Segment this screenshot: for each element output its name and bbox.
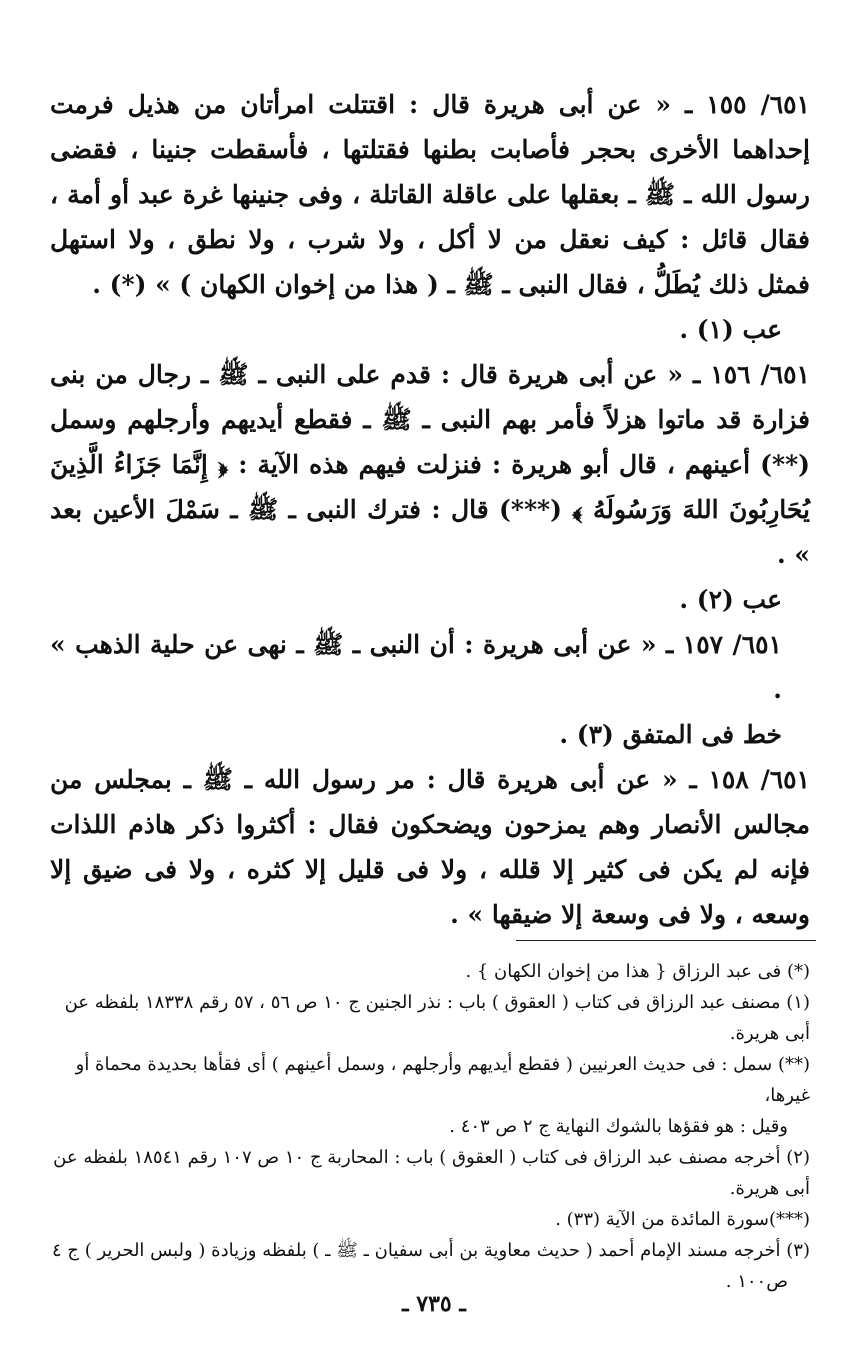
source-reference-2: عب (٢) . [679,585,782,614]
footnote-1: (١) مصنف عبد الرزاق فى كتاب ( العقوق ) باب : نذر الجنين ج ١٠ ص ٥٦ ، ٥٧ رقم ١٨٣٣٨ بلفظه عن أبى هريرة. [64,992,810,1044]
page-number: ـ ٧٣٥ ـ [402,1291,466,1317]
footnote-star-1: (*) فى عبد الرزاق { هذا من إخوان الكهان } . [465,961,810,982]
main-text [50,82,810,937]
footnote-star-3: (***)سورة المائدة من الآية (٣٣) . [555,1209,810,1230]
footnote-divider [516,940,816,941]
hadith-157: ٦٥١/ ١٥٧ ـ « عن أبى هريرة : أن النبى ـ ﷺ ـ نهى عن حلية الذهب » . [50,630,782,704]
source-reference-1: عب (١) . [679,315,782,344]
hadith-158: ٦٥١/ ١٥٨ ـ « عن أبى هريرة قال : مر رسول الله ـ ﷺ ـ بمجلس من مجالس الأنصار وهم يمزحون ويضحكون فقال : أكثروا ذكر هاذم اللذات فإنه لم يكن فى كثير إلا قلله ، ولا فى قليل إلا كثره ، ولا فى ضيق إلا وسعه ، ولا فى وسعة إلا ضيقها » . [50,765,810,929]
footnote-star-2-continued: وقيل : هو فقؤها بالشوك النهاية ج ٢ ص ٤٠٣ . [449,1116,788,1137]
hadith-155: ٦٥١/ ١٥٥ ـ « عن أبى هريرة قال : اقتتلت امرأتان من هذيل فرمت إحداهما الأخرى بحجر فأصابت بطنها فقتلتها ، فأسقطت جنينا ، فقضى رسول الله ـ ﷺ ـ بعقلها على عاقلة القاتلة ، وفى جنينها غرة عبد أو أمة ، فقال قائل : كيف نعقل من لا أكل ، ولا شرب ، ولا نطق ، ولا استهل فمثل ذلك يُطَلُّ ، فقال النبى ـ ﷺ ـ ( هذا من إخوان الكهان ) » (*) . [50,90,810,299]
footnotes [50,956,810,1297]
hadith-156: ٦٥١/ ١٥٦ ـ « عن أبى هريرة قال : قدم على النبى ـ ﷺ ـ رجال من بنى فزارة قد ماتوا هزلاً فأمر بهم النبى ـ ﷺ ـ فقطع أيديهم وأرجلهم وسمل (**) أعينهم ، قال أبو هريرة : فنزلت فيهم هذه الآية : ﴿ إِنَّمَا جَزَاءُ الَّذِينَ يُحَارِبُونَ اللهَ وَرَسُولَهُ ﴾ (***) قال : فترك النبى ـ ﷺ ـ سَمْلَ الأعين بعد » . [50,360,810,569]
footnote-3-continued: ص١٠٠ . [725,1271,788,1292]
footnote-2: (٢) أخرجه مصنف عبد الرزاق فى كتاب ( العقوق ) باب : المحاربة ج ١٠ ص ١٠٧ رقم ١٨٥٤١ بلفظه عن أبى هريرة. [53,1147,810,1199]
footnote-3: (٣) أخرجه مسند الإمام أحمد ( حديث معاوية بن أبى سفيان ـ ﷺ ـ ) بلفظه وزيادة ( ولبس الحرير ) ج ٤ [51,1240,810,1261]
source-reference-3: خط فى المتفق (٣) . [559,720,782,749]
footnote-star-2: (**) سمل : فى حديث العرنيين ( فقطع أيديهم وأرجلهم ، وسمل أعينهم ) أى فقأها بحديدة محماة أو غيرها، [75,1054,810,1106]
